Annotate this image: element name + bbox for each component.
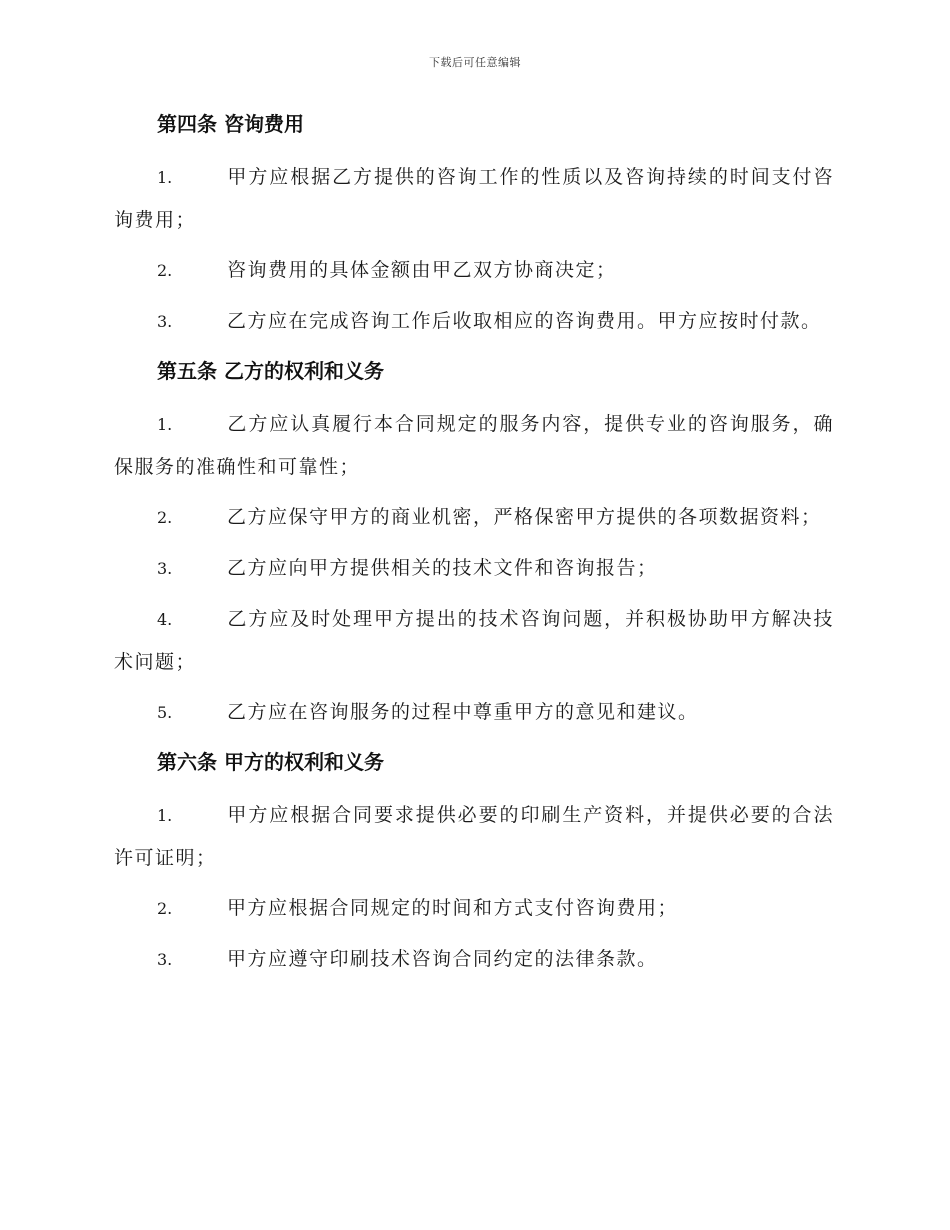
clause (114, 403, 834, 488)
clause-text: 乙方应认真履行本合同规定的服务内容，提供专业的咨询服务，确保服务的准确性和可靠性； (114, 413, 834, 478)
clause (114, 794, 834, 879)
clause-number: 2. (157, 261, 173, 280)
clause-text: 乙方应在咨询服务的过程中尊重甲方的意见和建议。 (227, 701, 699, 723)
clause (114, 496, 834, 539)
clause (114, 691, 834, 734)
section-title-article-4: 第四条 咨询费用 (157, 112, 304, 136)
clause (114, 938, 834, 981)
clause (114, 598, 834, 683)
clause-number: 3. (157, 559, 173, 578)
clause (114, 300, 834, 343)
clause-text: 甲方应根据合同规定的时间和方式支付咨询费用； (227, 897, 679, 919)
clause-text: 乙方应在完成咨询工作后收取相应的咨询费用。甲方应按时付款。 (227, 310, 822, 332)
clause (114, 547, 834, 590)
clause (114, 156, 834, 241)
clause-text: 乙方应保守甲方的商业机密，严格保密甲方提供的各项数据资料； (227, 506, 822, 528)
clause-number: 1. (157, 168, 173, 187)
clause-number: 3. (157, 312, 173, 331)
document-body (114, 110, 834, 989)
clause-text: 甲方应根据乙方提供的咨询工作的性质以及咨询持续的时间支付咨询费用； (114, 166, 834, 231)
clause-number: 1. (157, 806, 173, 825)
clause (114, 249, 834, 292)
section-title-article-5: 第五条 乙方的权利和义务 (157, 359, 384, 383)
clause-number: 2. (157, 899, 173, 918)
clause-text: 甲方应根据合同要求提供必要的印刷生产资料，并提供必要的合法许可证明； (114, 804, 834, 869)
section-title-article-6: 第六条 甲方的权利和义务 (157, 750, 384, 774)
clause-text: 甲方应遵守印刷技术咨询合同约定的法律条款。 (227, 948, 658, 970)
clause (114, 887, 834, 930)
clause-number: 1. (157, 415, 173, 434)
clause-text: 乙方应及时处理甲方提出的技术咨询问题，并积极协助甲方解决技术问题； (114, 608, 834, 673)
clause-number: 4. (157, 610, 173, 629)
clause-number: 2. (157, 508, 173, 527)
clause-text: 乙方应向甲方提供相关的技术文件和咨询报告； (227, 557, 658, 579)
clause-number: 3. (157, 950, 173, 969)
clause-text: 咨询费用的具体金额由甲乙双方协商决定； (227, 259, 617, 281)
page-header: 下载后可任意编辑 (429, 56, 521, 69)
clause-number: 5. (157, 703, 173, 722)
